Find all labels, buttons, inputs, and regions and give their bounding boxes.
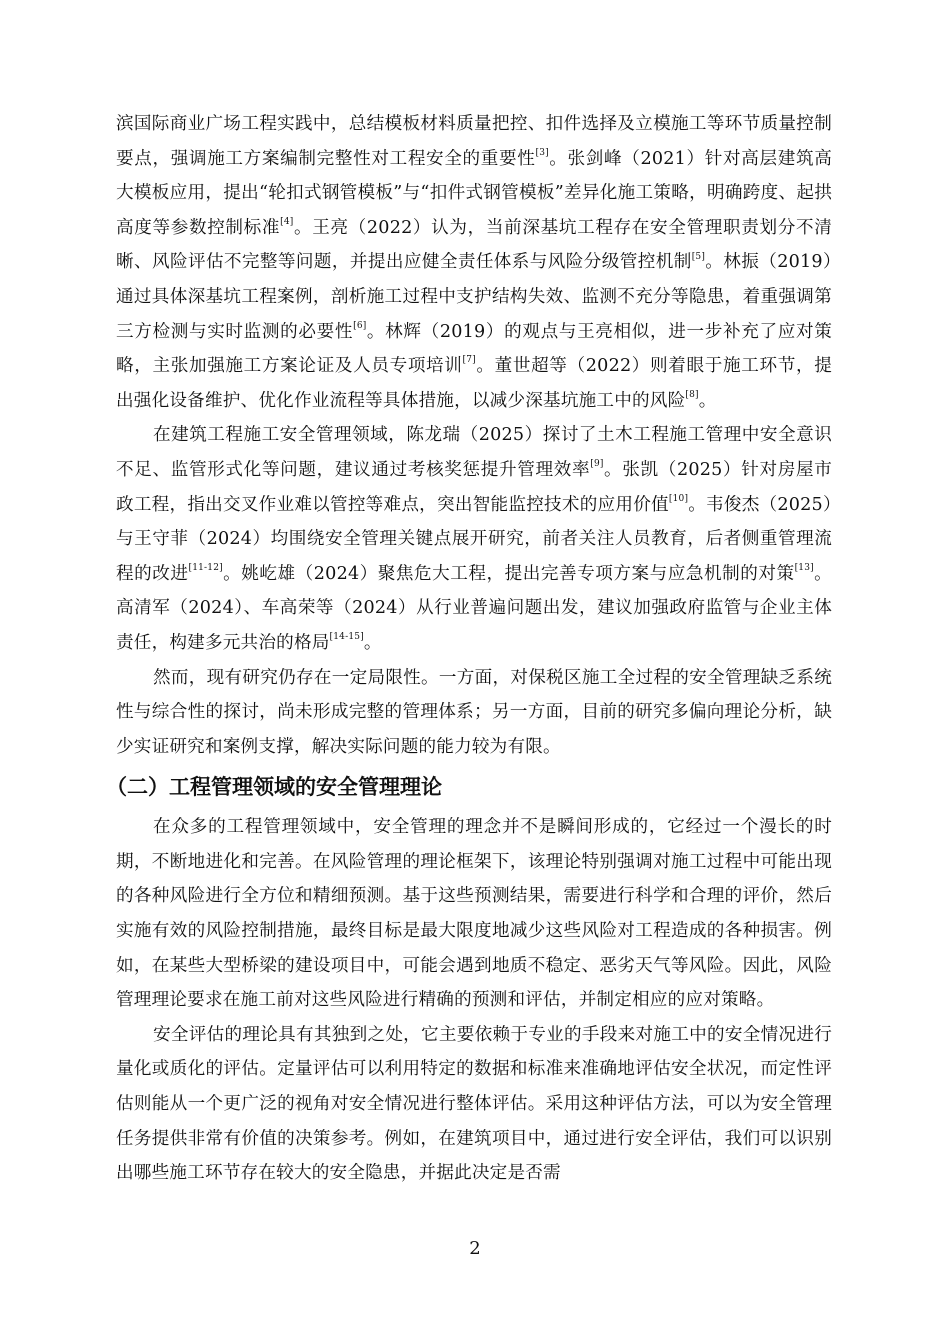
- section-heading: （二）工程管理领域的安全管理理论: [106, 775, 442, 800]
- citation-marker: [5]: [691, 251, 706, 262]
- paragraph-text: 在建筑工程施工安全管理领域，陈龙瑞（2025）探讨了土木工程施工管理中安全意识不足、监管形式化等问题，建议通过考核奖惩提升管理效率: [116, 425, 832, 480]
- paragraph-text: 。高清军（2024）、车高荣等（2024）从行业普遍问题出发，建议加强政府监管与企业主体责任，构建多元共治的格局: [116, 563, 832, 653]
- citation-marker: [14-15]: [329, 632, 364, 643]
- paragraph-text: 安全评估的理论具有其独到之处，它主要依赖于专业的手段来对施工中的安全情况进行量化或质化的评估。定量评估可以利用特定的数据和标准来准确地评估安全状况，而定性评估则能从一个更广泛的视角对安全情况进行整体评估。采用这种评估方法，可以为安全管理任务提供非常有价值的决策参考。例如，在建筑项目中，通过进行安全评估，我们可以识别出哪些施工环节存在较大的安全隐患，并据此决定是否需: [116, 1024, 832, 1184]
- paragraph-group-bottom: [116, 810, 832, 1191]
- paragraph-3: [116, 661, 832, 765]
- paragraph-text: 。林辉（2019）的观点与王亮相似，进一步补充了应对策略，主张加强施工方案论证及人员专项培训: [116, 321, 832, 377]
- citation-marker: [13]: [794, 562, 814, 573]
- paragraph-text: 。林振（2019）通过具体深基坑工程案例，剖析施工过程中支护结构失效、监测不充分等隐患，着重强调第三方检测与实时监测的必要性: [116, 252, 833, 342]
- citation-marker: [6]: [353, 320, 367, 331]
- paragraph-2: [116, 418, 832, 660]
- paragraph-group-top: [116, 107, 832, 764]
- paragraph-text: 然而，现有研究仍存在一定局限性。一方面，对保税区施工全过程的安全管理缺乏系统性与综合性的探讨，尚未形成完整的管理体系；另一方面，目前的研究多偏向理论分析，缺少实证研究和案例支撑，解决实际问题的能力较为有限。: [116, 667, 832, 757]
- citation-marker: [9]: [590, 459, 604, 470]
- citation-marker: [10]: [668, 493, 689, 504]
- document-body: [106, 107, 833, 1191]
- paragraph-4: [116, 810, 832, 1018]
- paragraph-text: 。: [698, 390, 717, 411]
- paragraph-text: 在众多的工程管理领域中，安全管理的理念并不是瞬间形成的，它经过一个漫长的时期，不断地进化和完善。在风险管理的理论框架下，该理论特别强调对施工过程中可能出现的各种风险进行全方位和精细预测。基于这些预测结果，需要进行科学和合理的评价，然后实施有效的风险控制措施，最终目标是最大限度地减少这些风险对工程造成的各种损害。例如，在某些大型桥梁的建设项目中，可能会遇到地质不稳定、恶劣天气等风险。因此，风险管理理论要求在施工前对这些风险进行精确的预测和评估，并制定相应的应对策略。: [116, 817, 832, 1011]
- paragraph-1: [116, 107, 832, 418]
- paragraph-text: 。韦俊杰（2025）与王守菲（2024）均围绕安全管理关键点展开研究，前者关注人员教育，后者侧重管理流程的改进: [116, 494, 832, 584]
- citation-marker: [8]: [685, 389, 699, 400]
- paragraph-text: 。姚屹雄（2024）聚焦危大工程，提出完善专项方案与应急机制的对策: [222, 563, 795, 584]
- paragraph-text: 。王亮（2022）认为，当前深基坑工程存在安全管理职责划分不清晰、风险评估不完整等问题，并提出应健全责任体系与风险分级管控机制: [116, 217, 832, 273]
- paragraph-text: 滨国际商业广场工程实践中，总结模板材料质量把控、扣件选择及立模施工等环节质量控制要点，强调施工方案编制完整性对工程安全的重要性: [116, 114, 832, 169]
- citation-marker: [11-12]: [188, 562, 223, 573]
- citation-marker: [3]: [535, 147, 549, 158]
- citation-marker: [4]: [280, 216, 294, 227]
- paragraph-text: 。张剑峰（2021）针对高层建筑高大模板应用，提出“轮扣式钢管模板”与“扣件式钢管模板”差异化施工策略，明确跨度、起拱高度等参数控制标准: [116, 148, 832, 238]
- citation-marker: [7]: [462, 355, 476, 366]
- paragraph-text: 。董世超等（2022）则着眼于施工环节，提出强化设备维护、优化作业流程等具体措施，以减少深基坑施工中的风险: [116, 356, 832, 411]
- paragraph-5: [116, 1018, 832, 1191]
- paragraph-text: 。: [363, 632, 382, 653]
- paragraph-text: 。张凯（2025）针对房屋市政工程，指出交叉作业难以管控等难点，突出智能监控技术的应用价值: [116, 459, 833, 515]
- page-number: 2: [469, 1238, 481, 1259]
